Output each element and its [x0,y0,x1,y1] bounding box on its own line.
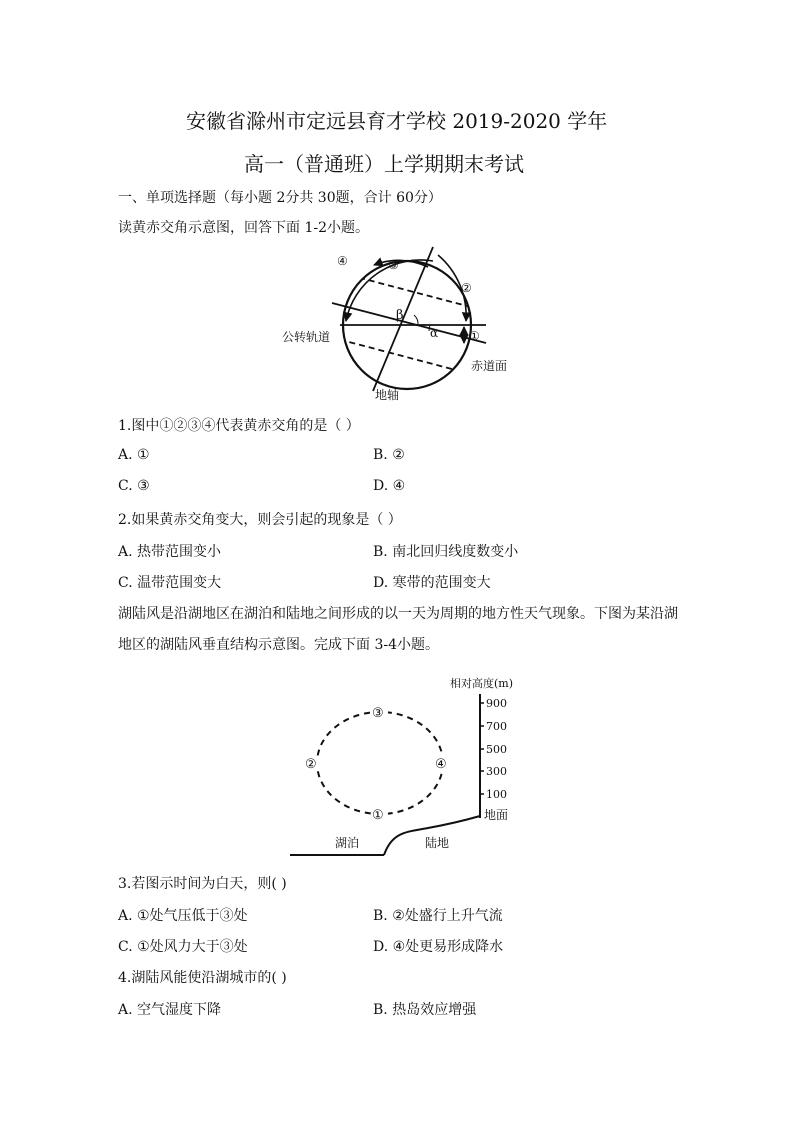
q3-stem: 3.若图示时间为白天，则( ) [118,876,287,892]
ground-label: 地面 [484,808,509,822]
q2-stem: 2.如果黄赤交角变大，则会引起的现象是（ ） [118,512,402,528]
tick-700: 700 [486,720,507,733]
lake-label: 湖泊 [335,836,360,850]
marker-3: ③ [388,258,399,272]
point-markers [304,704,450,822]
q1-option-b[interactable]: B. ② [373,447,405,463]
marker-4: ④ [337,254,348,268]
q3-option-c[interactable]: C. ①处风力大于③处 [118,939,248,955]
q1-option-c[interactable]: C. ③ [118,478,150,494]
height-axis-title: 相对高度(m) [450,677,514,690]
point-4: ④ [435,757,447,772]
point-1: ① [372,808,384,823]
q2-option-a[interactable]: A. 热带范围变小 [118,544,222,560]
tick-500: 500 [486,743,507,756]
q1-option-a[interactable]: A. ① [118,447,150,463]
obliquity-diagram [270,245,530,405]
passage-line2: 地区的湖陆风垂直结构示意图。完成下面 3-4小题。 [118,637,439,653]
equator-plane-line [332,303,486,343]
q2-option-c[interactable]: C. 温带范围变大 [118,575,222,591]
q3-option-b[interactable]: B. ②处盛行上升气流 [373,908,503,924]
point-3: ③ [372,706,384,721]
q1-option-d[interactable]: D. ④ [373,478,406,494]
q2-option-d[interactable]: D. 寒带的范围变大 [373,575,491,591]
axis-label: 地轴 [375,388,400,402]
q4-option-b[interactable]: B. 热岛效应增强 [373,1002,477,1018]
q2-option-b[interactable]: B. 南北回归线度数变小 [373,544,519,560]
q3-option-d[interactable]: D. ④处更易形成降水 [373,939,504,955]
beta-arc [414,315,418,325]
section-heading: 一、单项选择题（每小题 2分共 30题，合计 60分） [118,190,442,206]
circulation-loop [317,712,443,814]
tick-100: 100 [486,788,507,801]
page-title-line2: 高一（普通班）上学期期末考试 [244,152,524,176]
q3-option-a[interactable]: A. ①处气压低于③处 [118,908,248,924]
beta-label: β [396,308,404,323]
point-2: ② [305,757,317,772]
marker-1: ① [469,329,480,343]
alpha-label: α [430,326,439,340]
orbit-label: 公转轨道 [282,330,331,344]
page-title-line1: 安徽省滁州市定远县育才学校 2019-2020 学年 [186,109,608,133]
passage-line1: 湖陆风是沿湖地区在湖泊和陆地之间形成的以一天为周期的地方性天气现象。下图为某沿湖 [118,606,678,622]
q4-option-a[interactable]: A. 空气湿度下降 [118,1002,222,1018]
tick-300: 300 [486,765,507,778]
q4-stem: 4.湖陆风能使沿湖城市的( ) [118,970,287,986]
tick-900: 900 [486,697,507,710]
marker-2: ② [461,281,472,295]
equator-label: 赤道面 [471,359,508,373]
q1-stem: 1.图中①②③④代表黄赤交角的是（ ） [118,418,360,434]
lake-breeze-diagram [280,670,530,865]
land-label: 陆地 [425,836,450,850]
section-intro: 读黄赤交角示意图，回答下面 1-2小题。 [118,220,369,236]
